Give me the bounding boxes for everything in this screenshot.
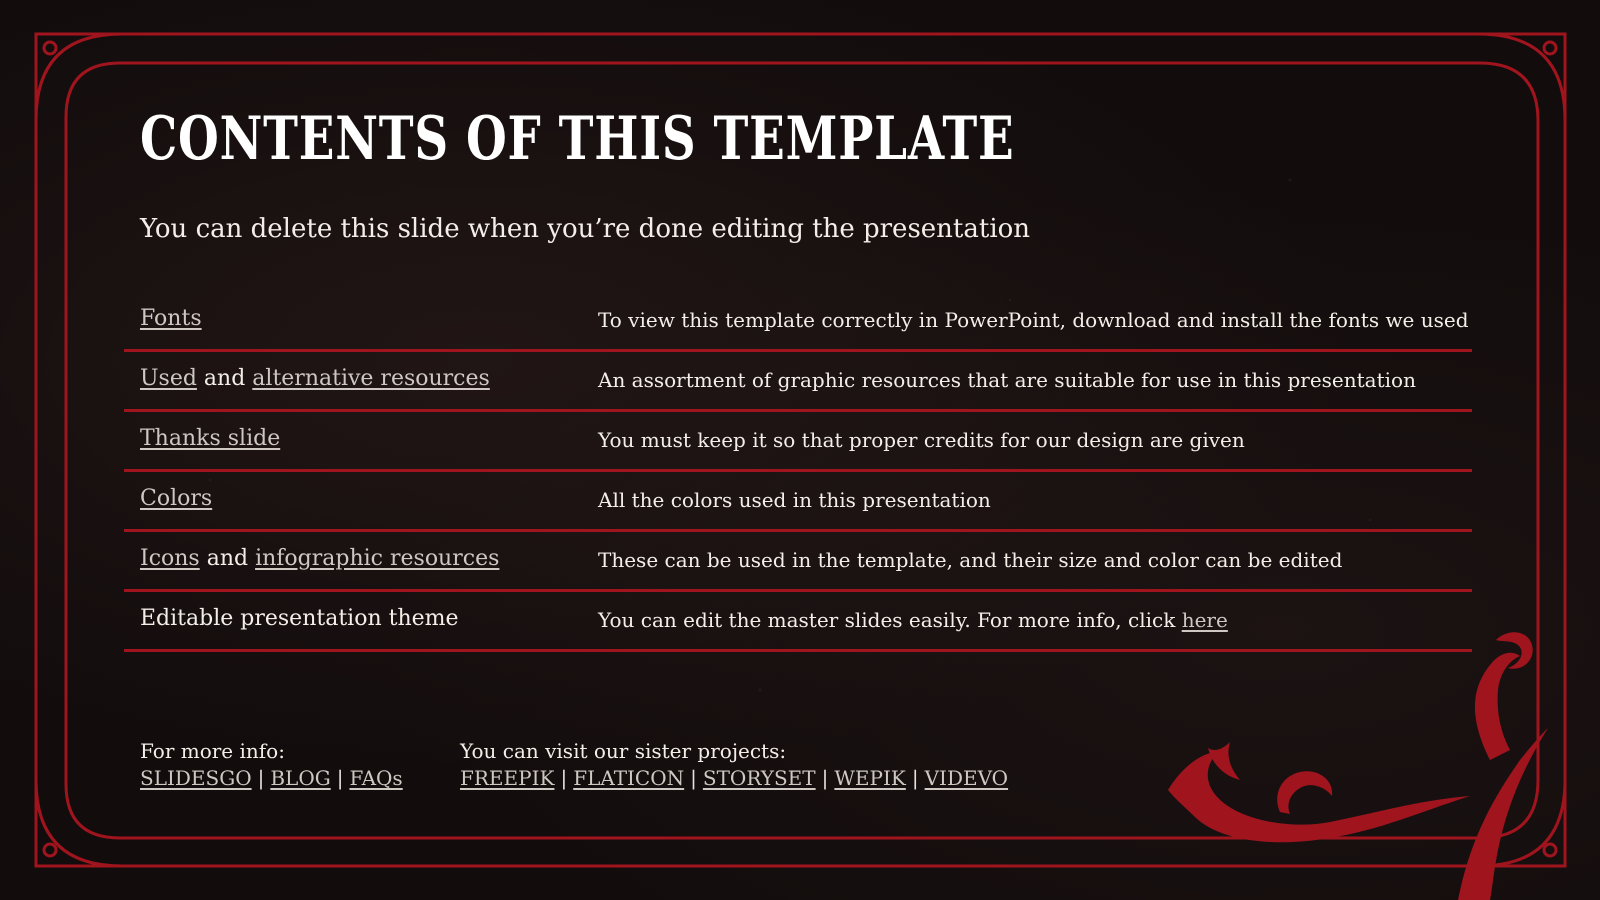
here-link[interactable]: here [1181,608,1228,632]
row-description [598,488,991,512]
description-text: An assortment of graphic resources that are suitable for use in this presentation [598,368,1416,392]
description-text: All the colors used in this presentation [598,488,991,512]
corner-flourish [1168,632,1548,900]
thanks-slide-link[interactable]: Thanks slide [140,426,281,451]
colors-link[interactable]: Colors [140,486,213,511]
row-description [598,608,1228,632]
storyset-link[interactable]: STORYSET [702,766,816,790]
row-description [598,428,1245,452]
wepik-link[interactable]: WEPIK [834,766,906,790]
row-description [598,368,1416,392]
fonts-link[interactable]: Fonts [140,306,202,331]
more-info-block [140,738,403,792]
sister-projects-links [460,765,1008,792]
alternative-resources-link[interactable]: alternative resources [252,366,490,391]
table-row [124,532,1472,592]
description-text: You must keep it so that proper credits for our design are given [598,428,1245,452]
contents-table [124,292,1472,652]
infographic-resources-link[interactable]: infographic resources [255,546,500,571]
row-label [140,306,202,331]
row-description [598,548,1342,572]
videvo-link[interactable]: VIDEVO [924,766,1009,790]
table-row [124,472,1472,532]
flaticon-link[interactable]: FLATICON [573,766,685,790]
table-row [124,292,1472,352]
sister-projects-block [460,738,1008,792]
row-description [598,308,1469,332]
row-label [140,366,490,391]
link-separator: | [690,766,697,790]
row-label [140,486,212,511]
slidesgo-link[interactable]: SLIDESGO [140,766,252,790]
freepik-link[interactable]: FREEPIK [460,766,555,790]
link-separator: | [560,766,568,790]
link-separator: | [911,766,919,790]
page-subtitle: You can delete this slide when you’re done editing the presentation [140,214,1031,244]
row-label [140,606,459,631]
table-row [124,592,1472,652]
icons-link[interactable]: Icons [140,546,200,571]
description-text: To view this template correctly in PowerPoint, download and install the fonts we used [598,308,1469,332]
row-label [140,426,280,451]
row-label [140,546,499,571]
description-text: These can be used in the template, and their size and color can be edited [598,548,1343,572]
label-joiner: and [199,546,256,571]
editable-theme-label: Editable presentation theme [140,606,459,631]
description-text: You can edit the master slides easily. For more info, click [598,608,1182,632]
used-link[interactable]: Used [140,366,197,391]
link-separator: | [257,766,265,790]
sister-projects-label: You can visit our sister projects: [460,739,787,763]
label-joiner: and [196,366,253,391]
more-info-links [140,765,403,792]
link-separator: | [821,766,829,790]
page-title: CONTENTS OF THIS TEMPLATE [140,104,1015,174]
table-row [124,412,1472,472]
faqs-link[interactable]: FAQs [349,766,403,790]
blog-link[interactable]: BLOG [270,766,331,790]
link-separator: | [336,766,344,790]
more-info-label: For more info: [140,739,285,763]
table-row [124,352,1472,412]
